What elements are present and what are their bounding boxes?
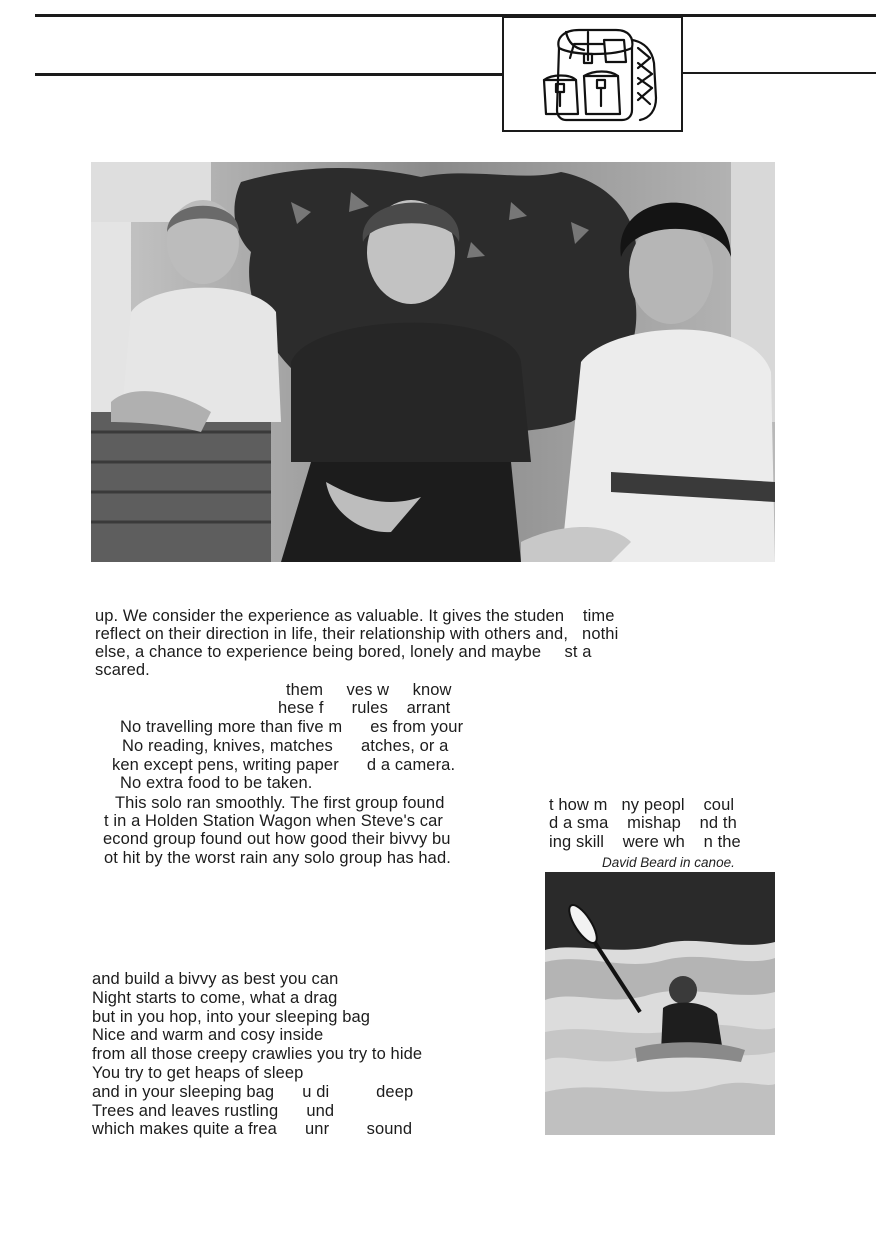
backpack-icon-box [502, 16, 683, 132]
text-line: scared. [95, 661, 150, 679]
rule-item: ken except pens, writing paper d a camera. [112, 756, 456, 774]
poem-line: Nice and warm and cosy inside [92, 1026, 324, 1044]
text-line: reflect on their direction in life, their relationship with others and, nothi [95, 625, 619, 643]
poem-line: but in you hop, into your sleeping bag [92, 1008, 371, 1026]
poem-line: Trees and leaves rustling und [92, 1102, 335, 1120]
text-line: d a sma mishap nd th [549, 814, 737, 832]
rule-item: No reading, knives, matches atches, or a [122, 737, 449, 755]
poem-line: You try to get heaps of sleep [92, 1064, 304, 1082]
header-bottom-rule-left [35, 73, 502, 76]
poem-line: and build a bivvy as best you can [92, 970, 339, 988]
canoe-photo [545, 872, 775, 1135]
text-line: This solo ran smoothly. The first group found [115, 794, 445, 812]
text-line: econd group found out how good their bivvy bu [103, 830, 451, 848]
text-line: up. We consider the experience as valuable. It gives the studen time [95, 607, 615, 625]
poem-line: from all those creepy crawlies you try to hide [92, 1045, 423, 1063]
backpack-icon [504, 18, 681, 130]
text-line: t how m ny peopl coul [549, 796, 735, 814]
canoe-photo-image [545, 872, 775, 1135]
canoe-photo-caption: David Beard in canoe. [602, 855, 735, 870]
header-bottom-rule-right [683, 72, 876, 74]
text-line: t in a Holden Station Wagon when Steve's car [104, 812, 443, 830]
text-line: ot hit by the worst rain any solo group has had. [104, 849, 451, 867]
poem-line: Night starts to come, what a drag [92, 989, 338, 1007]
text-line: them ves w know [286, 681, 452, 699]
rule-item: No travelling more than five m es from your [120, 718, 464, 736]
poem-line: which makes quite a frea unr sound [92, 1120, 413, 1138]
rule-item: No extra food to be taken. [120, 774, 313, 792]
text-line: hese f rules arrant [278, 699, 451, 717]
header-top-rule [35, 14, 876, 17]
group-photo [91, 162, 775, 562]
poem-line: and in your sleeping bag u di deep [92, 1083, 414, 1101]
text-line: ing skill were wh n the [549, 833, 741, 851]
text-line: else, a chance to experience being bored, lonely and maybe st a [95, 643, 592, 661]
group-photo-image [91, 162, 775, 562]
